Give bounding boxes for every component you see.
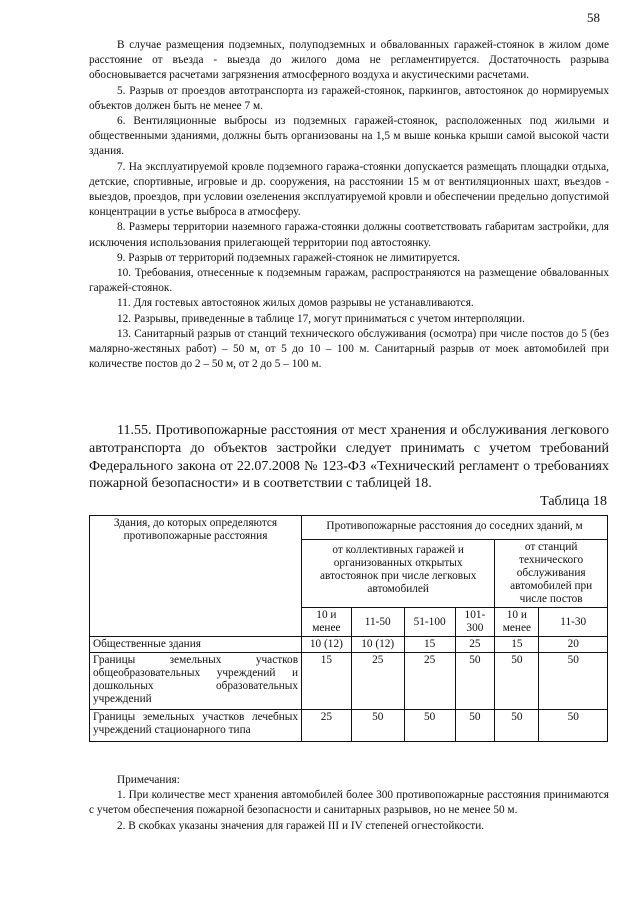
table-cell: 15 <box>404 637 455 653</box>
table-cell: 50 <box>539 710 608 742</box>
group-header: Противопожарные расстояния до соседних зданий, м <box>302 516 608 540</box>
paragraph: 9. Разрыв от территорий подземных гаражей-стоянок не лимитируется. <box>117 251 461 264</box>
note-item: 2. В скобках указаны значения для гаражей III и IV степеней огнестойкости. <box>117 819 485 832</box>
sub-header-service-stations: от станций технического обслуживания автомобилей при числе постов <box>495 540 608 608</box>
table-cell: 20 <box>539 637 608 653</box>
fire-distance-table <box>89 515 608 742</box>
row-label: Границы земельных участков лечебных учреждений стационарного типа <box>90 710 302 742</box>
row-label: Границы земельных участков общеобразовательных учреждений и дошкольных образовательных учреждений <box>90 653 302 710</box>
paragraph: 8. Размеры территории наземного гаража-стоянки должны соответствовать габаритам застройки, для исключения использования прилегающей территории под автостоянку. <box>89 221 609 249</box>
table-cell: 50 <box>539 653 608 710</box>
paragraph: 12. Разрывы, приведенные в таблице 17, могут приниматься с учетом интерполяции. <box>117 312 525 325</box>
table-cell: 25 <box>404 653 455 710</box>
table-cell: 10 (12) <box>351 637 404 653</box>
page-number: 58 <box>587 10 600 25</box>
table-cell: 50 <box>495 710 539 742</box>
col-header: 10 и менее <box>302 608 352 637</box>
table-cell: 25 <box>455 637 495 653</box>
table-row <box>90 653 608 710</box>
note-item: 1. При количестве мест хранения автомобилей более 300 противопожарные расстояния принимаются с учетом обеспечения пожарной безопасности и санитарных разрывов, но не менее 50 м. <box>89 789 609 817</box>
col-header: 51-100 <box>404 608 455 637</box>
notes-title: Примечания: <box>117 774 180 786</box>
col-header: 10 и менее <box>495 608 539 637</box>
table-cell: 50 <box>351 710 404 742</box>
table-cell: 50 <box>455 710 495 742</box>
body-text <box>89 38 609 372</box>
paragraph: 5. Разрыв от проездов автотранспорта из гаражей-стоянок, паркингов, автостоянок до нормируемых объектов должен быть не менее 7 м. <box>89 84 609 112</box>
table-cell: 25 <box>302 710 352 742</box>
row-label: Общественные здания <box>90 637 302 653</box>
sub-header-garages: от коллективных гаражей и организованных открытых автостоянок при числе легковых автомобилей <box>302 540 495 608</box>
paragraph: 13. Санитарный разрыв от станций технического обслуживания (осмотра) при числе постов до 5 (без малярно-жестяных работ) – 50 м, от 5 до 10 – 100 м. Санитарный разрыв от моек автомобилей при количестве постов до 2 – 50 м, от 2 до 5 – 100 м. <box>89 327 609 371</box>
paragraph: 7. На эксплуатируемой кровле подземного гаража-стоянки допускается размещать площадки отдыха, детские, спортивные, игровые и др. сооружения, на расстоянии 15 м от вентиляционных шахт, въездов - выездов, проездов, при условии озеленения эксплуатируемой кровли и обеспечении предельно допустимой концентрации в устье выброса в атмосферу. <box>89 160 609 219</box>
table-caption: Таблица 18 <box>540 494 607 509</box>
table-cell: 15 <box>302 653 352 710</box>
table-cell: 10 (12) <box>302 637 352 653</box>
col-header: 11-50 <box>351 608 404 637</box>
paragraph: 11. Для гостевых автостоянок жилых домов разрывы не устанавливаются. <box>117 297 474 310</box>
notes <box>89 773 609 834</box>
table-cell: 50 <box>404 710 455 742</box>
col-header: 101-300 <box>455 608 495 637</box>
paragraph: В случае размещения подземных, полуподземных и обвалованных гаражей-стоянок в жилом доме расстояние от въезда - выезда до жилого дома не регламентируется. Достаточность разрыва обосновывается расчетами загрязнения атмосферного воздуха и акустическими расчетами. <box>89 39 609 82</box>
table-cell: 15 <box>495 637 539 653</box>
table-row <box>90 637 608 653</box>
col-header: 11-30 <box>539 608 608 637</box>
table-cell: 50 <box>455 653 495 710</box>
main-paragraph: 11.55. Противопожарные расстояния от мест хранения и обслуживания легкового автотранспорта до объектов застройки следует принимать с учетом требований Федерального закона от 22.07.2008 № 123-ФЗ «Технический регламент о требованиях пожарной безопасности» и в соответствии с таблицей 18. <box>89 423 609 492</box>
paragraph: 6. Вентиляционные выбросы из подземных гаражей-стоянок, расположенных под жилыми и общественными зданиями, должны быть организованы на 1,5 м выше конька крыши самой высокой части здания. <box>89 115 609 158</box>
paragraph: 10. Требования, отнесенные к подземным гаражам, распространяются на размещение обвалованных гаражей-стоянок. <box>89 267 609 295</box>
table-row <box>90 710 608 742</box>
table-cell: 25 <box>351 653 404 710</box>
table-cell: 50 <box>495 653 539 710</box>
col-header-buildings: Здания, до которых определяются противопожарные расстояния <box>90 516 302 637</box>
